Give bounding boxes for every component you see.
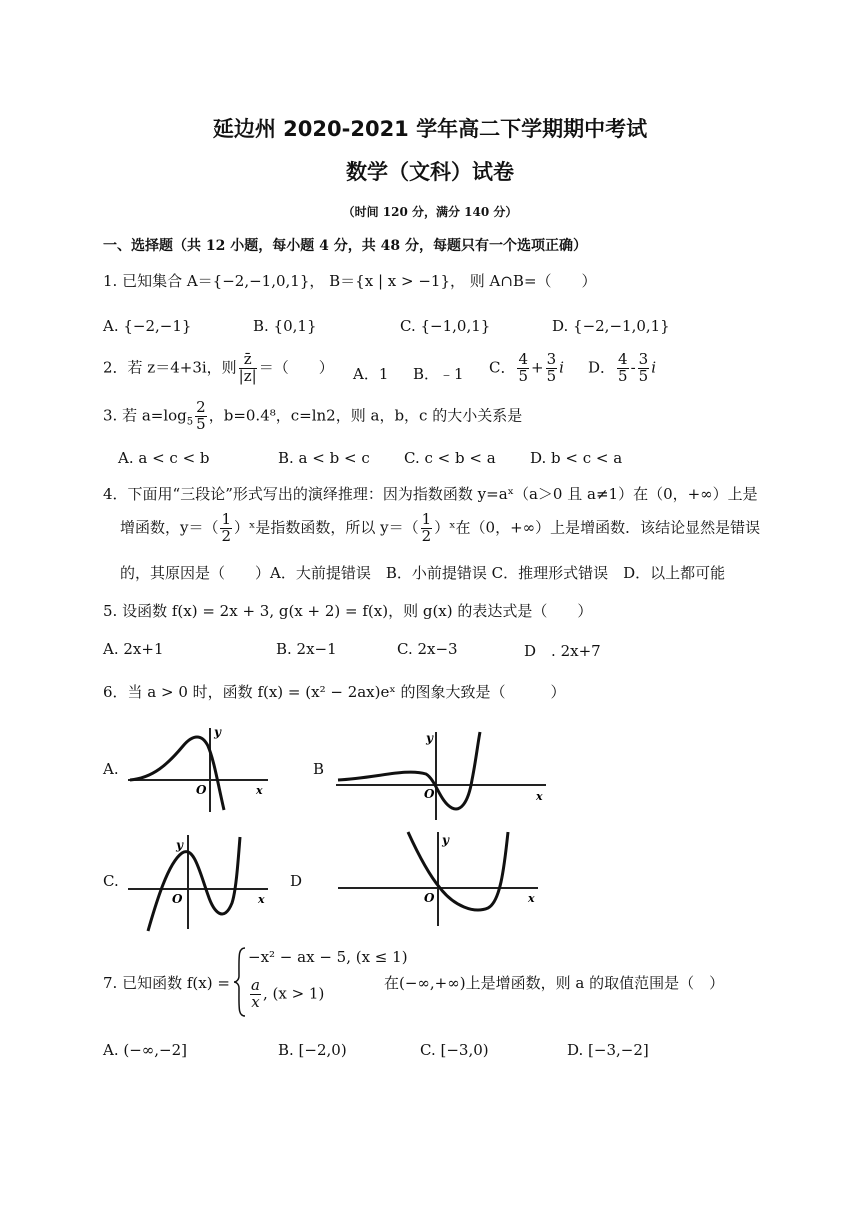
- question-1-option-c: C. {−1,0,1}: [400, 317, 491, 335]
- question-5-option-b: B. 2x−1: [276, 640, 337, 658]
- question-2-option-c: [489, 352, 564, 385]
- question-1-option-b: B. {0,1}: [253, 317, 317, 335]
- graph-c-curve: [148, 837, 240, 931]
- q2-frac-den: |z|: [238, 366, 257, 385]
- q4-half1-den: 2: [221, 526, 232, 545]
- question-4-line2: [120, 512, 760, 545]
- q2-c-num2: 3: [546, 350, 557, 368]
- question-5-option-a: A. 2x+1: [103, 640, 164, 658]
- graph-label-b: B: [313, 760, 325, 778]
- q3-frac-num: 2: [196, 398, 206, 416]
- time-score-note: （时间 120 分，满分 140 分）: [342, 205, 518, 219]
- q2-c-den1: 5: [518, 366, 529, 385]
- question-3-option-d: D. b < c < a: [530, 449, 623, 467]
- question-4-line3: 的，其原因是（ ）A．大前提错误 B．小前提错误 C．推理形式错误 D．以上都可能: [120, 564, 726, 582]
- q4-half1-num: 1: [221, 510, 232, 528]
- question-6-stem: 6．当 a > 0 时，函数 f(x) = (x² − 2ax)eˣ 的图象大致是（ ）: [103, 683, 566, 701]
- q2-d-join: -: [630, 358, 636, 377]
- exam-subtitle: 数学（文科）试卷: [346, 160, 514, 184]
- q3-frac-den: 5: [196, 414, 206, 433]
- question-5-stem: 5. 设函数 f(x) = 2x + 3, g(x + 2) = f(x)，则 g(x) 的表达式是（ ）: [103, 602, 593, 620]
- question-7-option-a: A. (−∞,−2]: [103, 1041, 188, 1059]
- graph-c-x-label: x: [258, 893, 265, 906]
- q3-post: ，b=0.4⁸，c=ln2，则 a，b，c 的大小关系是: [208, 406, 523, 425]
- graph-d-origin: O: [424, 891, 435, 905]
- question-7-pre: 7. 已知函数 f(x) =: [103, 974, 230, 992]
- q2-d-den1: 5: [618, 366, 628, 385]
- question-3: [103, 400, 522, 433]
- q2-d-num1: 4: [618, 350, 628, 368]
- q3-fraction: [195, 400, 207, 433]
- question-7-option-d: D. [−3,−2]: [567, 1041, 649, 1059]
- q2-c-join: +: [531, 358, 544, 377]
- question-5-option-d: D . 2x+7: [524, 642, 601, 660]
- q3-pre: 3. 若 a=log: [103, 406, 187, 425]
- question-7-option-b: B. [−2,0): [278, 1041, 347, 1059]
- question-1-option-a: A. {−2,−1}: [103, 317, 192, 335]
- q7-case2-num: a: [251, 976, 260, 994]
- question-7-option-c: C. [−3,0): [420, 1041, 489, 1059]
- question-3-option-a: A. a < c < b: [118, 449, 210, 467]
- question-1-option-d: D. {−2,−1,0,1}: [552, 317, 670, 335]
- q7-case2-tail: , (x > 1): [262, 984, 325, 1003]
- q2-c-frac2: [546, 352, 558, 385]
- q2-d-frac2: [638, 352, 650, 385]
- exam-title: 延边州 2020-2021 学年高二下学期期中考试: [212, 117, 648, 141]
- q7-case2-den: x: [251, 992, 260, 1011]
- q2-d-label: D．: [588, 358, 616, 377]
- q2-c-den2: 5: [546, 366, 557, 385]
- question-4-line1: 4．下面用“三段论”形式写出的演绎推理：因为指数函数 y=aˣ（a＞0 且 a≠1）在（0，+∞）上是: [103, 485, 758, 503]
- question-5-option-c: C. 2x−3: [397, 640, 458, 658]
- graph-a: [128, 724, 273, 814]
- question-7-post: 在(−∞,+∞)上是增函数，则 a 的取值范围是（ ）: [384, 974, 725, 992]
- graph-a-x-label: x: [256, 784, 263, 797]
- question-2-option-a: A．1: [353, 365, 389, 383]
- graph-b-origin: O: [424, 787, 435, 801]
- graph-c: [128, 833, 273, 933]
- q4-half2-den: 2: [421, 526, 432, 545]
- q2-c-num1: 4: [518, 350, 529, 368]
- q2-c-label: C．: [489, 358, 516, 377]
- graph-d-y-label: y: [442, 833, 449, 847]
- graph-a-y-label: y: [214, 725, 221, 739]
- graph-b-x-label: x: [536, 790, 543, 803]
- q2-c-frac1: [517, 352, 529, 385]
- q2-d-den2: 5: [638, 366, 649, 385]
- question-2-option-d: [588, 352, 656, 385]
- q7-case2-frac: [250, 978, 261, 1011]
- graph-b: [336, 730, 551, 822]
- graph-d-curve: [408, 832, 508, 910]
- graph-d-x-label: x: [528, 892, 535, 905]
- graph-b-curve: [338, 732, 480, 809]
- graph-label-d: D: [290, 872, 303, 890]
- question-2: [103, 352, 334, 385]
- piecewise-case-2: [248, 978, 324, 1011]
- question-2-post: ＝（ ）: [258, 358, 334, 377]
- graph-c-origin: O: [172, 892, 183, 906]
- question-3-option-c: C. c < b < a: [404, 449, 496, 467]
- question-2-option-b: B．﹣1: [413, 365, 464, 383]
- question-3-option-b: B. a < b < c: [278, 449, 370, 467]
- section-heading: 一、选择题（共 12 小题，每小题 4 分，共 48 分，每题只有一个选项正确）: [103, 238, 587, 254]
- q2-d-num2: 3: [638, 350, 649, 368]
- graph-label-c: C.: [103, 872, 119, 890]
- q4-half-1: [220, 512, 232, 545]
- graph-a-origin: O: [196, 783, 207, 797]
- q2-c-i: i: [559, 358, 564, 377]
- q3-log-base: 5: [186, 416, 194, 428]
- graph-label-a: A.: [103, 760, 119, 778]
- q4-half2-num: 1: [421, 510, 432, 528]
- question-2-pre: 2．若 z＝4+3i，则: [103, 358, 237, 377]
- graph-c-y-label: y: [176, 838, 183, 852]
- question-1-stem: 1. 已知集合 A＝{−2,−1,0,1}， B＝{x | x > −1}， 则 A∩B=（ ）: [103, 272, 597, 290]
- q2-frac-num: z̄: [239, 352, 257, 369]
- q2-d-frac1: [617, 352, 629, 385]
- q4-line2a: 增函数，y＝（: [120, 518, 219, 537]
- q4-half-2: [421, 512, 433, 545]
- q4-line2c: ）ˣ在（0，+∞）上是增函数．该结论显然是错误: [434, 518, 761, 537]
- piecewise-case-1: −x² − ax − 5, (x ≤ 1): [248, 948, 408, 966]
- q4-line2b: ）ˣ是指数函数，所以 y＝（: [234, 518, 419, 537]
- piecewise-brace: [233, 946, 247, 1018]
- question-2-fraction: [239, 352, 257, 385]
- graph-d: [338, 830, 543, 930]
- graph-b-y-label: y: [426, 731, 433, 745]
- q2-d-i: i: [651, 358, 657, 377]
